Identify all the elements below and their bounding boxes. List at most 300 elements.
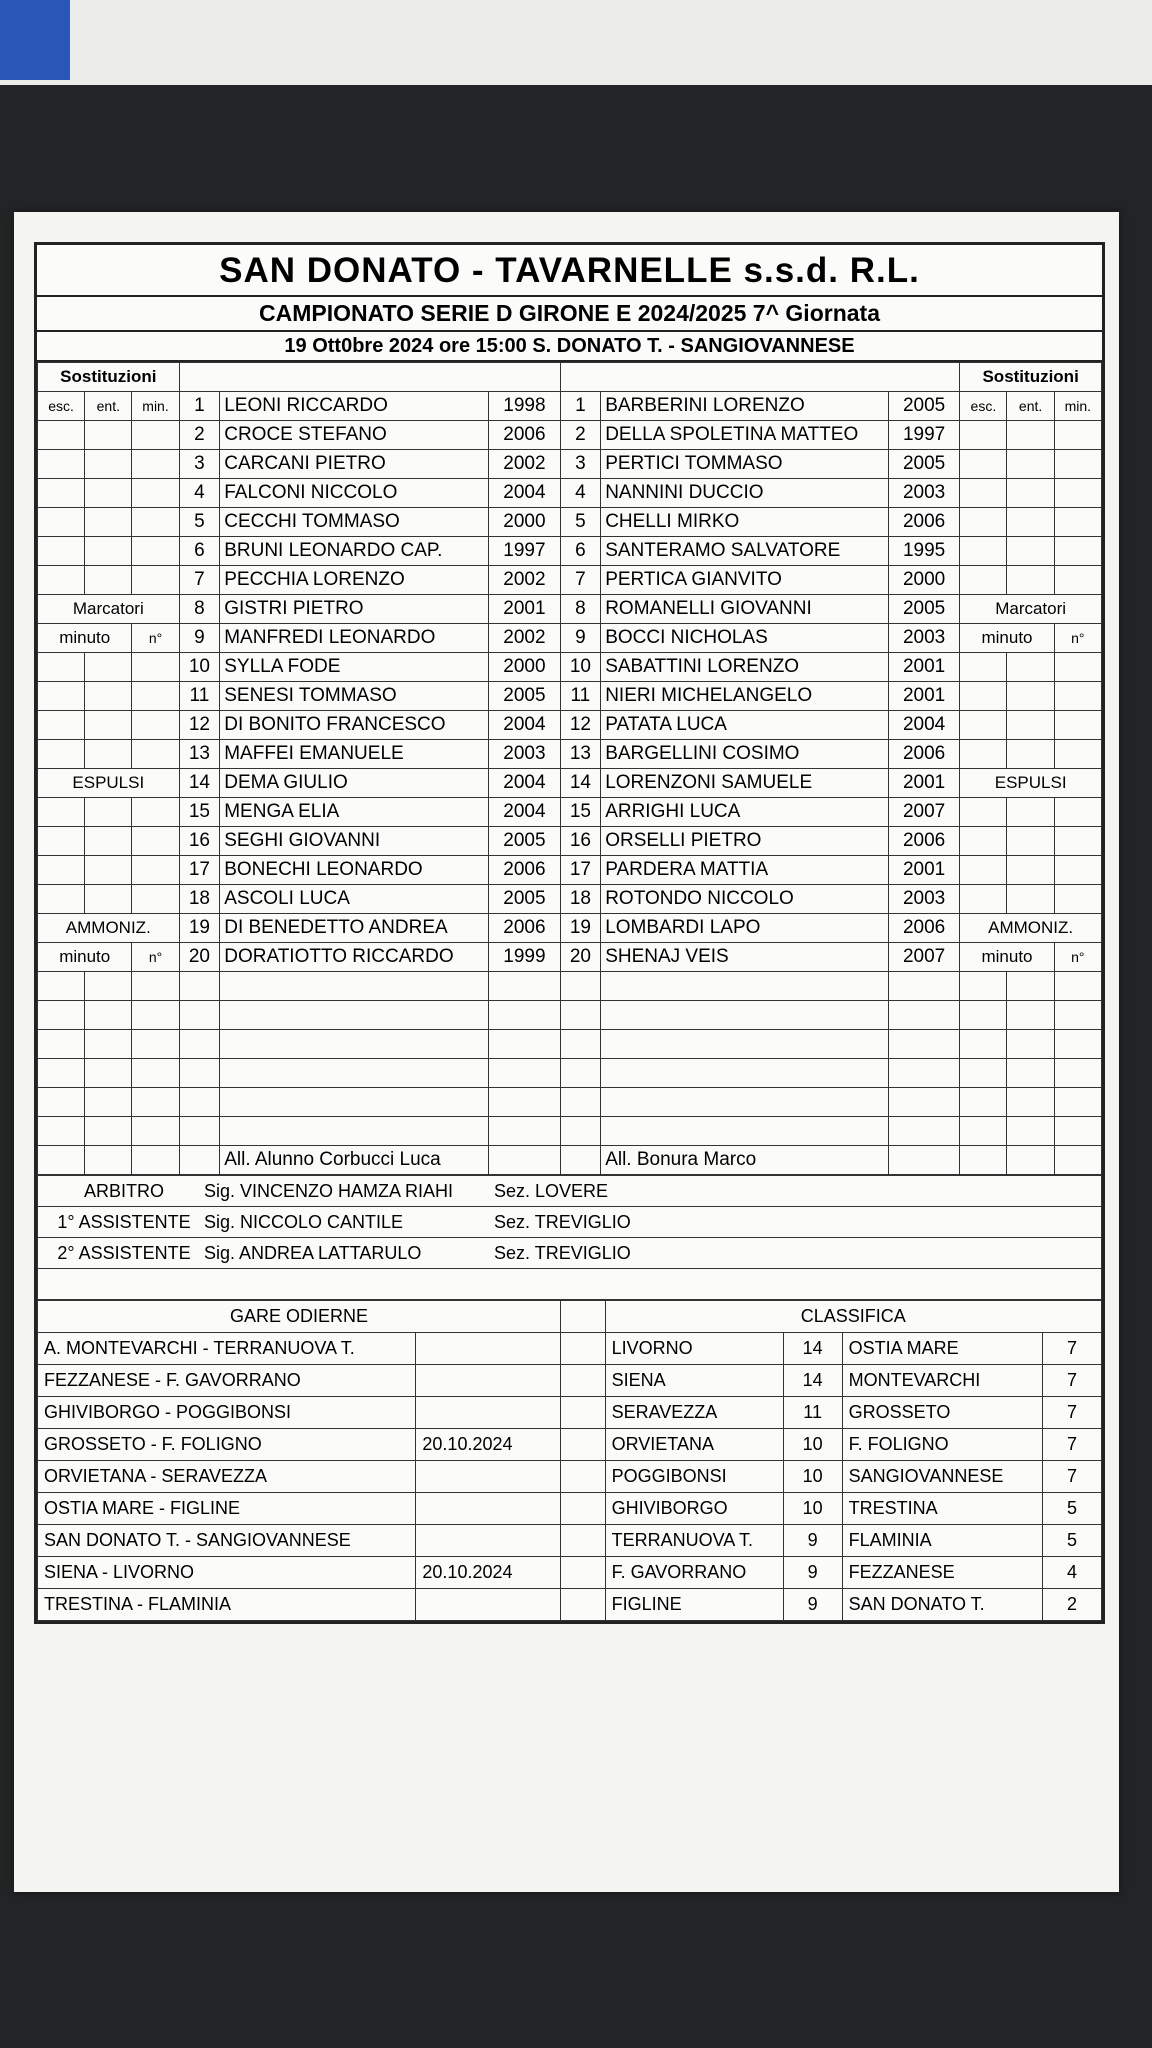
away-side-cell: [1007, 682, 1054, 711]
away-player-name: SANTERAMO SALVATORE: [601, 537, 889, 566]
background-object: [0, 0, 70, 80]
away-player-year: 2004: [888, 711, 959, 740]
standings-team: FLAMINIA: [842, 1525, 1042, 1557]
away-player-year: 2003: [888, 479, 959, 508]
home-player-name: FALCONI NICCOLO: [220, 479, 489, 508]
home-shirt-number: 14: [179, 769, 220, 798]
home-side-cell: [85, 856, 132, 885]
match-sheet-paper: [14, 212, 1119, 1892]
home-side-cell: [85, 508, 132, 537]
game-date: [416, 1333, 561, 1365]
home-side-cell: [38, 798, 85, 827]
away-side-cell: [1054, 421, 1101, 450]
home-coach: All. Alunno Corbucci Luca: [220, 1146, 489, 1175]
home-side-cell: [38, 566, 85, 595]
away-shirt-number: 16: [560, 827, 601, 856]
home-side-cell: [38, 479, 85, 508]
blank-cell: [560, 1030, 601, 1059]
lineup-row: [38, 885, 1102, 914]
standings-points: 7: [1042, 1461, 1101, 1493]
away-player-name: CHELLI MIRKO: [601, 508, 889, 537]
away-player-year: 2003: [888, 624, 959, 653]
standings-team: POGGIBONSI: [605, 1461, 783, 1493]
away-side-cell: [960, 740, 1007, 769]
away-player-name: DELLA SPOLETINA MATTEO: [601, 421, 889, 450]
blank-cell: [561, 1461, 606, 1493]
standings-team: SERAVEZZA: [605, 1397, 783, 1429]
away-number-label: n°: [1054, 943, 1101, 972]
home-shirt-number: 3: [179, 450, 220, 479]
official-row: [38, 1176, 1102, 1207]
away-minute-label: minuto: [960, 943, 1054, 972]
game-date: [416, 1461, 561, 1493]
home-shirt-number: 15: [179, 798, 220, 827]
home-subs-header: Sostituzioni: [38, 363, 180, 392]
away-expelled-label: ESPULSI: [960, 769, 1102, 798]
home-expelled-label: ESPULSI: [38, 769, 180, 798]
blank-cell: [601, 1117, 889, 1146]
blank-row: [38, 1088, 1102, 1117]
blank-cell: [38, 1030, 85, 1059]
blank-cell: [489, 1146, 560, 1175]
blank-cell: [560, 1088, 601, 1117]
away-side-cell: [960, 450, 1007, 479]
away-shirt-number: 20: [560, 943, 601, 972]
standings-team: SANGIOVANNESE: [842, 1461, 1042, 1493]
home-player-name: CARCANI PIETRO: [220, 450, 489, 479]
away-scorers-label: Marcatori: [960, 595, 1102, 624]
blank-cell: [489, 1030, 560, 1059]
blank-cell: [1054, 1030, 1101, 1059]
home-side-cell: [132, 508, 179, 537]
home-shirt-number: 18: [179, 885, 220, 914]
standings-team: LIVORNO: [605, 1333, 783, 1365]
official-name: Sig. ANDREA LATTARULO: [204, 1242, 422, 1263]
away-side-cell: [1054, 740, 1101, 769]
home-player-year: 2000: [489, 508, 560, 537]
home-player-year: 2004: [489, 769, 560, 798]
home-side-cell: [132, 885, 179, 914]
home-player-name: MANFREDI LEONARDO: [220, 624, 489, 653]
away-player-year: 2007: [888, 798, 959, 827]
blank-cell: [132, 1146, 179, 1175]
official-section: Sez. TREVIGLIO: [494, 1242, 631, 1263]
blank-cell: [601, 972, 889, 1001]
home-side-cell: [85, 798, 132, 827]
standings-points: 5: [1042, 1493, 1101, 1525]
home-number-label: n°: [132, 624, 179, 653]
away-player-year: 2007: [888, 943, 959, 972]
blank-cell: [601, 1059, 889, 1088]
lineup-row: [38, 537, 1102, 566]
home-shirt-number: 9: [179, 624, 220, 653]
home-player-name: BONECHI LEONARDO: [220, 856, 489, 885]
blank-cell: [1054, 1117, 1101, 1146]
away-player-name: SHENAJ VEIS: [601, 943, 889, 972]
away-minute-label: minuto: [960, 624, 1054, 653]
lineup-row: [38, 682, 1102, 711]
blank-cell: [1054, 1059, 1101, 1088]
official-row: [38, 1207, 1102, 1238]
away-shirt-number: 8: [560, 595, 601, 624]
coach-row: [38, 1146, 1102, 1175]
blank-cell: [560, 1146, 601, 1175]
lineup-row: [38, 711, 1102, 740]
away-player-year: 2005: [888, 595, 959, 624]
home-shirt-number: 16: [179, 827, 220, 856]
standings-points: 10: [783, 1429, 842, 1461]
blank-cell: [561, 1493, 606, 1525]
away-side-cell: [1054, 653, 1101, 682]
home-player-name: GISTRI PIETRO: [220, 595, 489, 624]
game-match: OSTIA MARE - FIGLINE: [38, 1493, 416, 1525]
away-side-cell: [960, 798, 1007, 827]
away-side-cell: [1007, 856, 1054, 885]
home-side-cell: [38, 682, 85, 711]
games-title: GARE ODIERNE: [38, 1301, 561, 1333]
away-player-year: 2005: [888, 450, 959, 479]
standings-points: 7: [1042, 1397, 1101, 1429]
blank-cell: [38, 1146, 85, 1175]
away-side-cell: [960, 856, 1007, 885]
home-side-cell: [38, 450, 85, 479]
home-shirt-number: 5: [179, 508, 220, 537]
games-standings-table: [37, 1300, 1102, 1621]
standings-points: 9: [783, 1557, 842, 1589]
home-shirt-number: 2: [179, 421, 220, 450]
home-side-cell: [85, 421, 132, 450]
blank-cell: [489, 1001, 560, 1030]
blank-cell: [888, 1088, 959, 1117]
away-player-year: 2003: [888, 885, 959, 914]
blank-cell: [1054, 1001, 1101, 1030]
blank-cell: [179, 1030, 220, 1059]
home-shirt-number: 7: [179, 566, 220, 595]
lineup-row: [38, 943, 1102, 972]
game-row: [38, 1333, 1102, 1365]
lineup-row: [38, 450, 1102, 479]
games-header-row: [38, 1301, 1102, 1333]
blank-cell: [489, 972, 560, 1001]
away-side-cell: [1054, 798, 1101, 827]
home-player-name: SYLLA FODE: [220, 653, 489, 682]
away-side-cell: [1007, 479, 1054, 508]
away-player-name: ARRIGHI LUCA: [601, 798, 889, 827]
home-player-year: 2004: [489, 479, 560, 508]
away-side-cell: [1054, 450, 1101, 479]
blank-cell: [561, 1301, 606, 1333]
away-side-cell: [960, 827, 1007, 856]
home-subs-esc-label: esc.: [38, 392, 85, 421]
blank-cell: [561, 1525, 606, 1557]
home-side-cell: [38, 827, 85, 856]
away-side-cell: [1007, 450, 1054, 479]
home-side-cell: [38, 740, 85, 769]
standings-points: 4: [1042, 1557, 1101, 1589]
blank-cell: [1007, 1117, 1054, 1146]
home-player-name: BRUNI LEONARDO CAP.: [220, 537, 489, 566]
lineup-row: [38, 653, 1102, 682]
away-player-name: PERTICA GIANVITO: [601, 566, 889, 595]
away-player-year: 2006: [888, 508, 959, 537]
away-shirt-number: 15: [560, 798, 601, 827]
away-player-name: BARGELLINI COSIMO: [601, 740, 889, 769]
blank-cell: [1054, 1088, 1101, 1117]
away-shirt-number: 13: [560, 740, 601, 769]
away-side-cell: [960, 479, 1007, 508]
blank-cell: [960, 1001, 1007, 1030]
home-side-cell: [85, 711, 132, 740]
away-side-cell: [1007, 885, 1054, 914]
officials-table: [37, 1175, 1102, 1300]
lineup-row: [38, 827, 1102, 856]
away-side-cell: [1007, 711, 1054, 740]
away-side-cell: [960, 566, 1007, 595]
home-shirt-number: 19: [179, 914, 220, 943]
blank-cell: [888, 1059, 959, 1088]
standings-points: 9: [783, 1525, 842, 1557]
lineup-row: [38, 856, 1102, 885]
home-player-name: DEMA GIULIO: [220, 769, 489, 798]
away-shirt-number: 17: [560, 856, 601, 885]
lineup-row: [38, 566, 1102, 595]
home-side-cell: [38, 421, 85, 450]
away-shirt-number: 9: [560, 624, 601, 653]
away-player-year: 2006: [888, 914, 959, 943]
lineup-row: [38, 421, 1102, 450]
blank-cell: [1007, 1030, 1054, 1059]
home-side-cell: [132, 479, 179, 508]
lineup-row: [38, 508, 1102, 537]
away-shirt-number: 12: [560, 711, 601, 740]
home-side-cell: [38, 508, 85, 537]
home-side-cell: [132, 566, 179, 595]
away-player-name: LOMBARDI LAPO: [601, 914, 889, 943]
away-shirt-number: 14: [560, 769, 601, 798]
blank-cell: [561, 1429, 606, 1461]
away-side-cell: [960, 711, 1007, 740]
home-player-name: DORATIOTTO RICCARDO: [220, 943, 489, 972]
home-player-year: 2006: [489, 421, 560, 450]
blank-cell: [601, 1030, 889, 1059]
away-player-name: ORSELLI PIETRO: [601, 827, 889, 856]
away-side-cell: [1007, 421, 1054, 450]
standings-team: OSTIA MARE: [842, 1333, 1042, 1365]
standings-points: 11: [783, 1397, 842, 1429]
blank-row: [38, 1117, 1102, 1146]
home-player-year: 2005: [489, 682, 560, 711]
home-side-cell: [38, 711, 85, 740]
home-shirt-number: 17: [179, 856, 220, 885]
official-cell: [38, 1176, 1102, 1207]
blank-cell: [1007, 1059, 1054, 1088]
home-player-year: 2006: [489, 856, 560, 885]
home-player-name: CROCE STEFANO: [220, 421, 489, 450]
blank-row: [38, 1030, 1102, 1059]
blank-cell: [960, 1117, 1007, 1146]
blank-cell: [220, 1001, 489, 1030]
blank-cell: [179, 1059, 220, 1088]
blank-cell: [38, 1001, 85, 1030]
home-shirt-number: 10: [179, 653, 220, 682]
home-player-year: 2004: [489, 711, 560, 740]
blank-cell: [561, 1557, 606, 1589]
away-shirt-number: 3: [560, 450, 601, 479]
lineup-row: [38, 798, 1102, 827]
game-row: [38, 1493, 1102, 1525]
home-player-name: CECCHI TOMMASO: [220, 508, 489, 537]
blank-cell: [179, 972, 220, 1001]
official-role: 1° ASSISTENTE: [57, 1211, 191, 1232]
blank-row: [38, 1001, 1102, 1030]
home-side-cell: [85, 885, 132, 914]
away-player-name: PATATA LUCA: [601, 711, 889, 740]
home-side-cell: [132, 827, 179, 856]
away-coach: All. Bonura Marco: [601, 1146, 889, 1175]
blank-cell: [179, 1117, 220, 1146]
official-cell: [38, 1207, 1102, 1238]
home-side-cell: [85, 450, 132, 479]
away-bookings-label: AMMONIZ.: [960, 914, 1102, 943]
away-shirt-number: 4: [560, 479, 601, 508]
game-row: [38, 1589, 1102, 1621]
blank-cell: [560, 1001, 601, 1030]
away-player-name: BARBERINI LORENZO: [601, 392, 889, 421]
standings-points: 10: [783, 1493, 842, 1525]
game-match: TRESTINA - FLAMINIA: [38, 1589, 416, 1621]
game-row: [38, 1429, 1102, 1461]
blank-cell: [960, 972, 1007, 1001]
blank-cell: [960, 1030, 1007, 1059]
home-side-cell: [85, 653, 132, 682]
away-player-year: 1997: [888, 421, 959, 450]
home-side-cell: [85, 682, 132, 711]
standings-team: MONTEVARCHI: [842, 1365, 1042, 1397]
blank-cell: [489, 1059, 560, 1088]
away-side-cell: [960, 537, 1007, 566]
game-row: [38, 1525, 1102, 1557]
away-side-cell: [960, 682, 1007, 711]
away-header-blank: [560, 363, 960, 392]
home-side-cell: [85, 740, 132, 769]
game-match: FEZZANESE - F. GAVORRANO: [38, 1365, 416, 1397]
away-player-year: 2005: [888, 392, 959, 421]
away-side-cell: [1054, 479, 1101, 508]
away-shirt-number: 1: [560, 392, 601, 421]
blank-cell: [960, 1088, 1007, 1117]
blank-cell: [132, 1001, 179, 1030]
game-date: 20.10.2024: [416, 1429, 561, 1461]
standings-points: 5: [1042, 1525, 1101, 1557]
official-cell: [38, 1238, 1102, 1269]
home-side-cell: [85, 537, 132, 566]
away-player-year: 2000: [888, 566, 959, 595]
home-player-year: 1998: [489, 392, 560, 421]
official-row: [38, 1238, 1102, 1269]
blank-cell: [561, 1365, 606, 1397]
away-shirt-number: 7: [560, 566, 601, 595]
lineup-row: [38, 624, 1102, 653]
game-date: [416, 1525, 561, 1557]
away-shirt-number: 2: [560, 421, 601, 450]
home-side-cell: [38, 537, 85, 566]
blank-cell: [85, 1030, 132, 1059]
blank-cell: [38, 972, 85, 1001]
away-side-cell: [1007, 537, 1054, 566]
blank-cell: [220, 1059, 489, 1088]
away-side-cell: [960, 885, 1007, 914]
away-player-name: SABATTINI LORENZO: [601, 653, 889, 682]
lineup-row: [38, 769, 1102, 798]
home-player-year: 2006: [489, 914, 560, 943]
home-player-name: SEGHI GIOVANNI: [220, 827, 489, 856]
home-shirt-number: 13: [179, 740, 220, 769]
away-player-year: 2006: [888, 827, 959, 856]
blank-cell: [220, 1030, 489, 1059]
blank-cell: [561, 1589, 606, 1621]
blank-cell: [1007, 1001, 1054, 1030]
away-side-cell: [1054, 682, 1101, 711]
game-match: GROSSETO - F. FOLIGNO: [38, 1429, 416, 1461]
away-player-name: PARDERA MATTIA: [601, 856, 889, 885]
game-date: [416, 1397, 561, 1429]
home-player-year: 2003: [489, 740, 560, 769]
game-match: ORVIETANA - SERAVEZZA: [38, 1461, 416, 1493]
game-row: [38, 1557, 1102, 1589]
blank-cell: [560, 972, 601, 1001]
home-side-cell: [132, 682, 179, 711]
blank-cell: [489, 1088, 560, 1117]
home-bookings-label: AMMONIZ.: [38, 914, 180, 943]
home-player-name: MENGA ELIA: [220, 798, 489, 827]
competition-title: CAMPIONATO SERIE D GIRONE E 2024/2025 7^ Giornata: [37, 297, 1102, 332]
blank-cell: [85, 972, 132, 1001]
standings-team: SAN DONATO T.: [842, 1589, 1042, 1621]
home-player-year: 2002: [489, 624, 560, 653]
away-side-cell: [960, 421, 1007, 450]
home-player-name: PECCHIA LORENZO: [220, 566, 489, 595]
standings-points: 14: [783, 1333, 842, 1365]
blank-cell: [179, 1146, 220, 1175]
away-side-cell: [1007, 740, 1054, 769]
home-minute-label: minuto: [38, 624, 132, 653]
standings-team: F. FOLIGNO: [842, 1429, 1042, 1461]
away-side-cell: [1054, 827, 1101, 856]
home-side-cell: [38, 856, 85, 885]
home-side-cell: [132, 421, 179, 450]
game-match: SIENA - LIVORNO: [38, 1557, 416, 1589]
away-shirt-number: 5: [560, 508, 601, 537]
home-shirt-number: 20: [179, 943, 220, 972]
home-number-label: n°: [132, 943, 179, 972]
standings-points: 10: [783, 1461, 842, 1493]
blank-cell: [132, 972, 179, 1001]
home-side-cell: [85, 827, 132, 856]
lineup-row: [38, 479, 1102, 508]
away-subs-ent-label: ent.: [1007, 392, 1054, 421]
home-side-cell: [132, 711, 179, 740]
home-shirt-number: 1: [179, 392, 220, 421]
home-shirt-number: 12: [179, 711, 220, 740]
blank-cell: [179, 1001, 220, 1030]
away-player-name: ROTONDO NICCOLO: [601, 885, 889, 914]
standings-team: ORVIETANA: [605, 1429, 783, 1461]
away-subs-header: Sostituzioni: [960, 363, 1102, 392]
home-player-year: 2005: [489, 827, 560, 856]
official-role: 2° ASSISTENTE: [57, 1242, 191, 1263]
away-side-cell: [1054, 885, 1101, 914]
lineup-row: [38, 595, 1102, 624]
